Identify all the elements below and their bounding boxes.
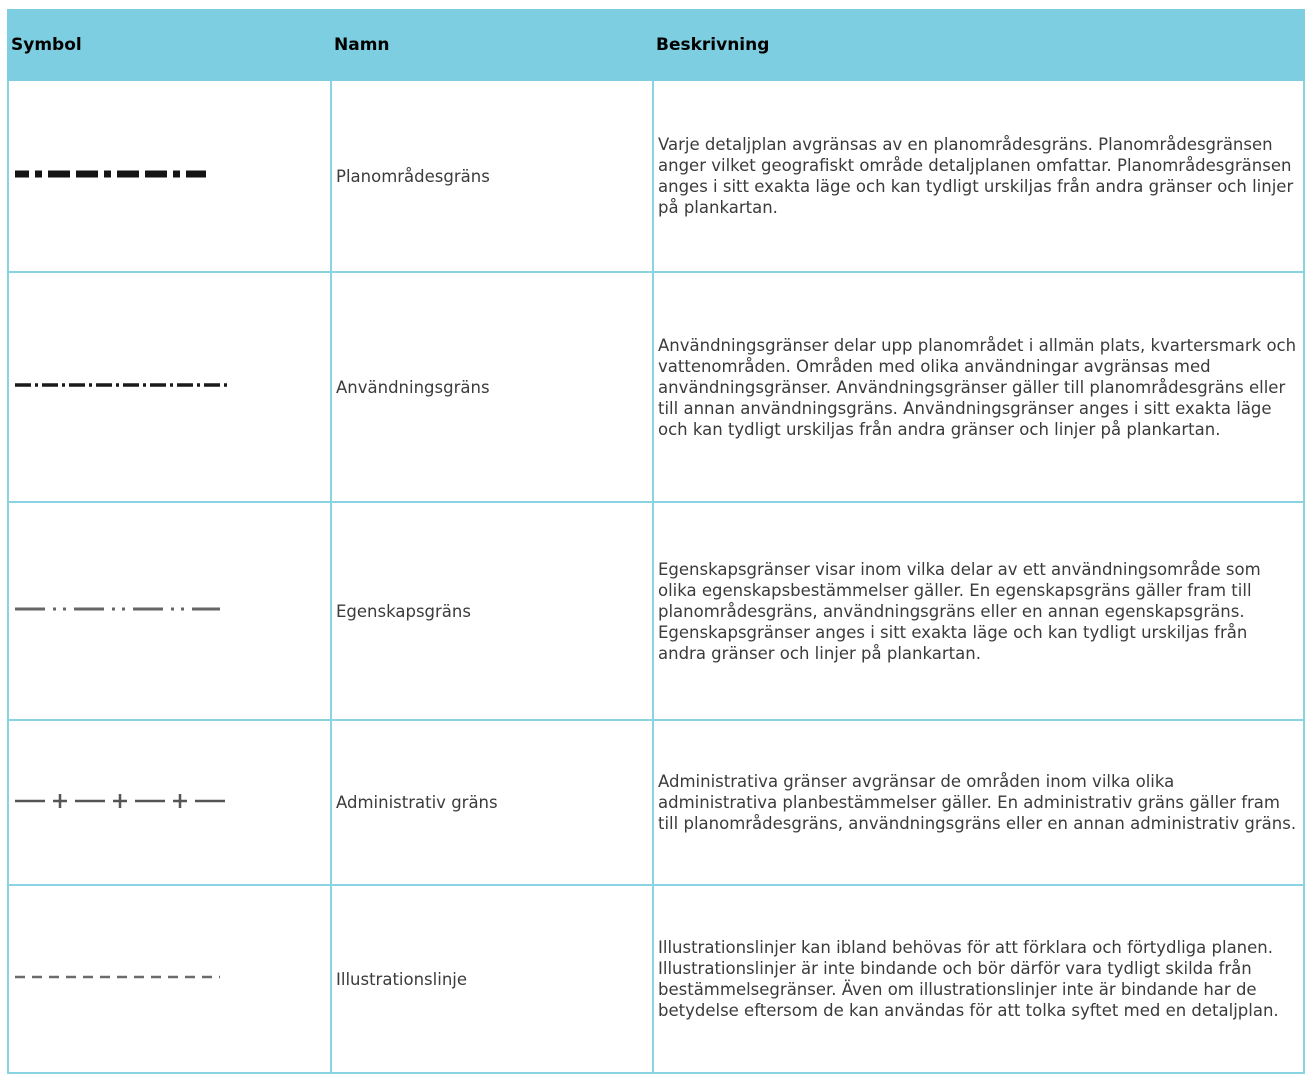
description-cell: Administrativa gränser avgränsar de områden inom vilka olika administrativa planbestämmelser gäller. En administrativ gräns gäller fram till planområdesgräns, användningsgräns eller en annan administrativ gräns. — [653, 720, 1304, 885]
table-row — [8, 502, 1304, 720]
dashed-line-icon — [15, 967, 220, 987]
bold-dash-dash-dot-line-icon — [15, 164, 206, 184]
description-cell: Användningsgränser delar upp planområdet i allmän plats, kvartersmark och vattenområden. Områden med olika användningar avgränsas med användningsgränser. Användningsgränser gäller till planområdesgräns eller till annan användningsgräns. Användningsgränser anges i sitt exakta läge och kan tydligt urskiljas från andra gränser och linjer på plankartan. — [653, 272, 1304, 502]
table-header — [8, 10, 1304, 80]
symbol-cell — [8, 720, 331, 885]
symbol-cell — [8, 885, 331, 1073]
dash-plus-line-icon — [15, 791, 225, 811]
symbol-cell — [8, 80, 331, 272]
description-cell: Egenskapsgränser visar inom vilka delar av ett användningsområde som olika egenskapsbestämmelser gäller. En egenskapsgräns gäller fram till planområdesgräns, användningsgräns eller en annan egenskapsgräns. Egenskapsgränser anges i sitt exakta läge och kan tydligt urskiljas från andra gränser och linjer på plankartan. — [653, 502, 1304, 720]
column-header-beskrivning: Beskrivning — [653, 10, 1304, 80]
dash-dot-dot-line-icon — [15, 599, 220, 619]
header-row — [8, 10, 1304, 80]
table-row — [8, 80, 1304, 272]
name-cell: Användningsgräns — [331, 272, 653, 502]
table-row — [8, 885, 1304, 1073]
description-cell: Varje detaljplan avgränsas av en planområdesgräns. Planområdesgränsen anger vilket geografiskt område detaljplanen omfattar. Planområdesgränsen anges i sitt exakta läge och kan tydligt urskiljas från andra gränser och linjer på plankartan. — [653, 80, 1304, 272]
column-header-symbol: Symbol — [8, 10, 331, 80]
name-cell: Egenskapsgräns — [331, 502, 653, 720]
symbol-cell — [8, 272, 331, 502]
symbol-cell — [8, 502, 331, 720]
column-header-namn: Namn — [331, 10, 653, 80]
name-cell: Planområdesgräns — [331, 80, 653, 272]
table-body — [8, 80, 1304, 1073]
name-cell: Administrativ gräns — [331, 720, 653, 885]
table-row — [8, 272, 1304, 502]
table-row — [8, 720, 1304, 885]
thin-dash-dot-line-icon — [15, 375, 230, 395]
name-cell: Illustrationslinje — [331, 885, 653, 1073]
plan-boundary-symbol-table — [7, 9, 1305, 1074]
description-cell: Illustrationslinjer kan ibland behövas för att förklara och förtydliga planen. Illustrationslinjer är inte bindande och bör därför vara tydligt skilda från bestämmelsegränser. Även om illustrationslinjer inte är bindande har de betydelse eftersom de kan användas för att tolka syftet med en detaljplan. — [653, 885, 1304, 1073]
